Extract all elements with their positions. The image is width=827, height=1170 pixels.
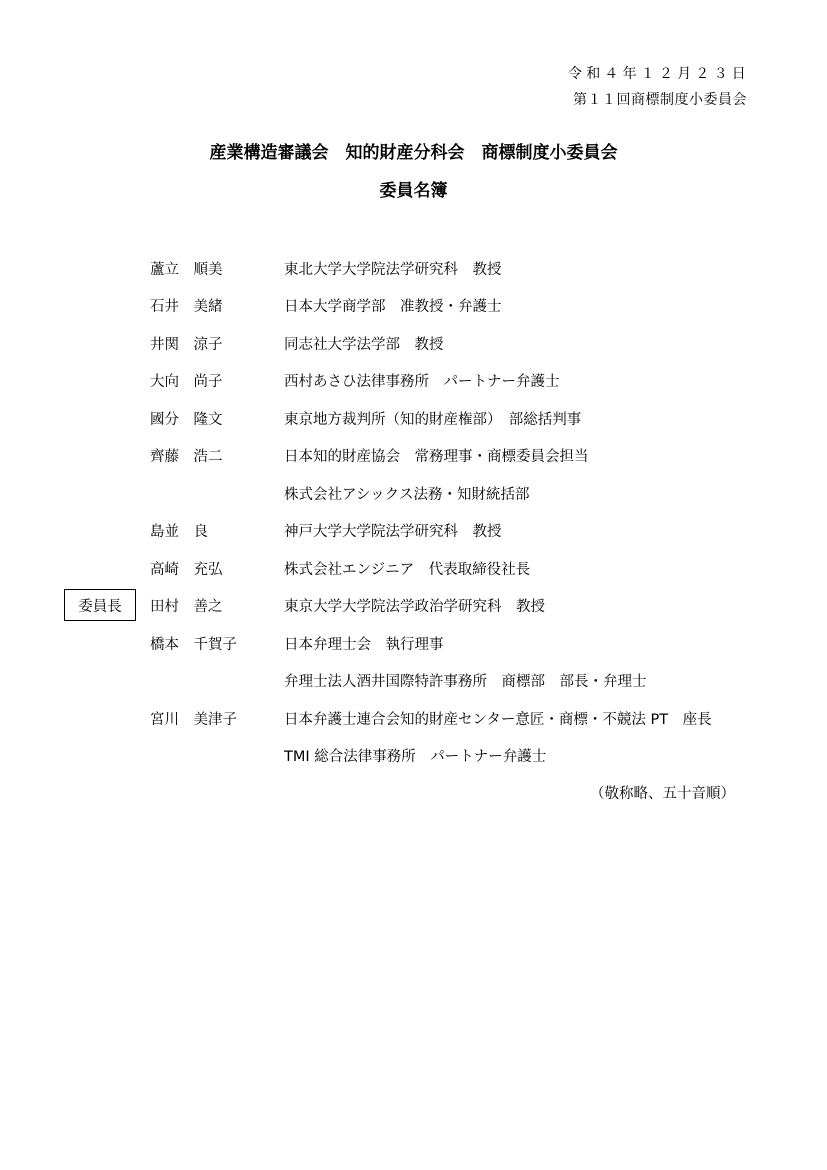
member-row (0, 408, 827, 434)
member-name: 石井 美緒 (150, 299, 223, 315)
member-name: 高崎 充弘 (150, 562, 223, 578)
member-affiliation: TMI 総合法律事務所 パートナー弁護士 (284, 749, 547, 765)
member-affiliation: 株式会社エンジニア 代表取締役社長 (284, 562, 531, 578)
member-affiliation: 東京大学大学院法学政治学研究科 教授 (284, 599, 545, 615)
member-affiliation: 日本弁理士会 執行理事 (284, 637, 444, 653)
member-row (0, 520, 827, 546)
member-row-chair (0, 595, 827, 621)
member-name: 國分 隆文 (150, 412, 223, 428)
member-row (0, 633, 827, 659)
member-name: 橋本 千賀子 (150, 637, 237, 653)
member-affiliation: 日本大学商学部 准教授・弁護士 (284, 299, 502, 315)
member-affiliation: 同志社大学法学部 教授 (284, 337, 444, 353)
member-name: 宮川 美津子 (150, 712, 237, 728)
member-row (0, 483, 827, 509)
member-affiliation: 株式会社アシックス法務・知財統括部 (284, 487, 530, 503)
member-affiliation: 日本知的財産協会 常務理事・商標委員会担当 (284, 449, 589, 465)
member-row (0, 445, 827, 471)
footnote: （敬称略、五十音順） (590, 786, 735, 802)
meeting-number: 第１１回商標制度小委員会 (573, 92, 747, 108)
chair-label-box: 委員長 (64, 589, 136, 621)
member-row (0, 708, 827, 734)
member-affiliation: 日本弁護士連合会知的財産センター意匠・商標・不競法 PT 座長 (284, 712, 712, 728)
member-name: 大向 尚子 (150, 374, 223, 390)
member-row (0, 295, 827, 321)
member-name: 蘆立 順美 (150, 262, 223, 278)
document-date: 令和４年１２月２３日 (568, 66, 750, 82)
member-name: 島並 良 (150, 524, 208, 540)
member-affiliation: 東北大学大学院法学研究科 教授 (284, 262, 502, 278)
member-affiliation: 弁理士法人酒井国際特許事務所 商標部 部長・弁理士 (284, 674, 647, 690)
member-row (0, 333, 827, 359)
member-affiliation: 東京地方裁判所（知的財産権部） 部総括判事 (284, 412, 582, 428)
member-name: 田村 善之 (150, 599, 223, 615)
member-row (0, 370, 827, 396)
member-name: 井関 涼子 (150, 337, 223, 353)
document-subtitle: 委員名簿 (379, 181, 448, 201)
member-row (0, 558, 827, 584)
member-row (0, 745, 827, 771)
member-row (0, 258, 827, 284)
member-row (0, 670, 827, 696)
member-name: 齊藤 浩二 (150, 449, 223, 465)
document-title: 産業構造審議会 知的財産分科会 商標制度小委員会 (209, 143, 618, 163)
member-affiliation: 神戸大学大学院法学研究科 教授 (284, 524, 502, 540)
member-affiliation: 西村あさひ法律事務所 パートナー弁護士 (284, 374, 560, 390)
